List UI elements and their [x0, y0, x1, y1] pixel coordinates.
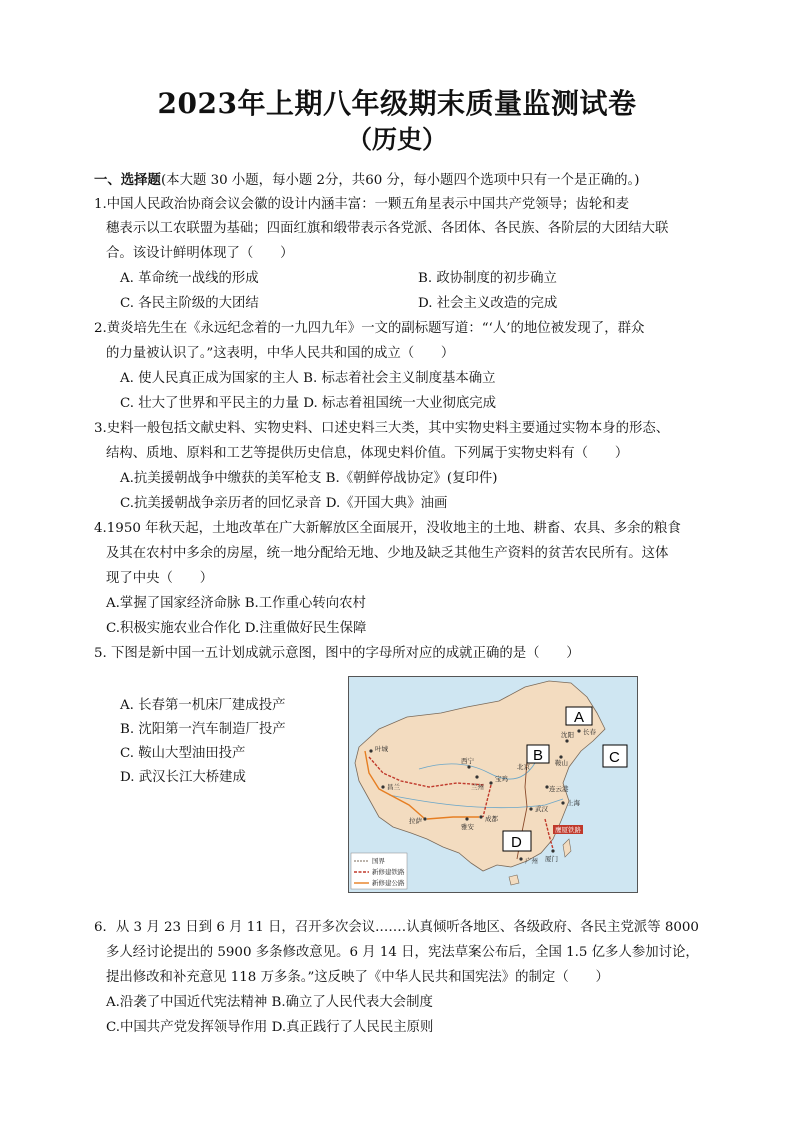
legend-border: 国界: [372, 858, 385, 865]
city-yecheng: 叶城: [375, 746, 388, 753]
city-yaan: 雅安: [461, 824, 474, 831]
answer-box-b: [527, 745, 549, 764]
first-five-year-plan-map: [348, 676, 638, 893]
q5-option-a: A. 长春第一机床厂建成投产: [120, 698, 286, 713]
q3-options-ab: A.抗美援朝战争中缴获的美军枪支 B.《朝鲜停战协定》(复印件): [120, 471, 498, 486]
map-legend: [351, 853, 407, 889]
q5-option-b: B. 沈阳第一汽车制造厂投产: [120, 722, 286, 737]
section-label: 一、选择题: [94, 172, 161, 188]
q3-options-cd: C.抗美援朝战争亲历者的回忆录音 D.《开国大典》油画: [120, 496, 448, 511]
q2-options-ab: A. 使人民真正成为国家的主人 B. 标志着社会主义制度基本确立: [120, 371, 496, 386]
q6-options-cd: C.中国共产党发挥领导作用 D.真正践行了人民民主原则: [106, 1020, 434, 1035]
city-changlan: 昌兰: [387, 784, 400, 791]
city-anshan: 鞍山: [555, 760, 568, 767]
q2-stem-line2: 的力量被认识了。”这表明，中华人民共和国的成立（ ）: [106, 346, 455, 361]
city-shenyang: 沈阳: [561, 732, 574, 739]
q4-stem-line1: 4.1950 年秋天起，土地改革在广大新解放区全面展开，没收地主的土地、耕畜、农具、多余的粮食: [94, 521, 681, 536]
city-chengdu: 成都: [485, 816, 498, 823]
box-letter-a: A: [574, 709, 585, 726]
taiwan-island: [563, 839, 571, 857]
q1-option-a: A. 革命统一战线的形成: [120, 271, 259, 286]
section-note: (本大题 30 小题，每小题 2分，共60 分，每小题四个选项中只有一个是正确的。): [160, 173, 640, 188]
answer-box-c: [603, 745, 627, 767]
exam-title: 2023年上期八年级期末质量监测试卷: [157, 87, 637, 120]
box-letter-c: C: [609, 749, 620, 766]
q2-options-cd: C. 壮大了世界和平民主的力量 D. 标志着祖国统一大业彻底完成: [120, 396, 497, 411]
city-changchun: 长春: [583, 729, 596, 736]
q4-stem-line3: 现了中央（ ）: [106, 571, 214, 586]
answer-box-a: [566, 707, 592, 726]
q4-options-ab: A.掌握了国家经济命脉 B.工作重心转向农村: [106, 596, 366, 611]
city-beijing: 北京: [517, 764, 530, 771]
q1-option-b: B. 政协制度的初步确立: [418, 271, 557, 286]
q4-stem-line2: 及其在农村中多余的房屋，统一地分配给无地、少地及缺乏其他生产资料的贫苦农民所有。这体: [106, 546, 669, 561]
legend-road: 新修建公路: [372, 880, 405, 887]
city-xiamen: 厦门: [545, 856, 558, 863]
railway-tag: 鹰厦铁路: [555, 827, 581, 834]
q1-stem-line1: 1.中国人民政治协商会议会徽的设计内涵丰富：一颗五角星表示中国共产党领导；齿轮和麦: [94, 197, 630, 212]
city-xining: 西宁: [461, 758, 474, 765]
city-lhasa: 拉萨: [409, 818, 422, 825]
q3-stem-line1: 3.史料一般包括文献史料、实物史料、口述史料三大类，其中实物史料主要通过实物本身的形态、: [94, 421, 670, 436]
q6-stem-line2: 多人经讨论提出的 5900 多条修改意见。6 月 14 日，宪法草案公布后，全国 1.5 亿多人参加讨论，: [106, 945, 699, 960]
q6-stem-line3: 提出修改和补充意见 118 万多条。”这反映了《中华人民共和国宪法》的制定（ ）: [106, 970, 609, 985]
legend-railway: 新修建铁路: [372, 869, 405, 876]
box-letter-d: D: [511, 834, 522, 851]
q6-options-ab: A.沿袭了中国近代宪法精神 B.确立了人民代表大会制度: [106, 995, 433, 1010]
q5-option-c: C. 鞍山大型油田投产: [120, 746, 246, 761]
q5-option-d: D. 武汉长江大桥建成: [120, 770, 246, 785]
q1-stem-line2: 穗表示以工农联盟为基础；四面红旗和缎带表示各党派、各团体、各民族、各阶层的大团结大联: [106, 221, 669, 236]
city-baoji: 宝鸡: [495, 776, 508, 783]
q3-stem-line2: 结构、质地、原料和工艺等提供历史信息，体现史料价值。下列属于实物史料有（ ）: [106, 446, 629, 461]
box-letter-b: B: [533, 747, 544, 764]
city-wuhan: 武汉: [535, 806, 548, 813]
city-shanghai: 上海: [567, 800, 580, 807]
q1-option-d: D. 社会主义改造的完成: [418, 296, 558, 311]
city-lianyungang: 连云港: [549, 786, 569, 793]
q1-stem-line3: 合。该设计鲜明体现了（ ）: [106, 246, 294, 261]
q1-option-c: C. 各民主阶级的大团结: [120, 296, 259, 311]
section-heading: [94, 171, 639, 190]
city-lanzhou: 兰州: [471, 784, 484, 791]
q6-stem-line1: 6．从 3 月 23 日到 6 月 11 日，召开多次会议.……认真倾听各地区、各级政府、各民主党派等 8000: [94, 920, 699, 935]
q5-stem: 5. 下图是新中国一五计划成就示意图，图中的字母所对应的成就正确的是（ ）: [94, 646, 580, 661]
q4-options-cd: C.积极实施农业合作化 D.注重做好民生保障: [106, 621, 367, 636]
hainan-island: [509, 875, 519, 885]
city-guangzhou: 广州: [525, 858, 538, 865]
q2-stem-line1: 2.黄炎培先生在《永远纪念着的一九四九年》一文的副标题写道：“‘人’的地位被发现了，群众: [94, 321, 645, 336]
exam-subject: （历史）: [346, 125, 447, 154]
answer-box-d: [503, 831, 531, 851]
map-svg: [349, 677, 637, 892]
